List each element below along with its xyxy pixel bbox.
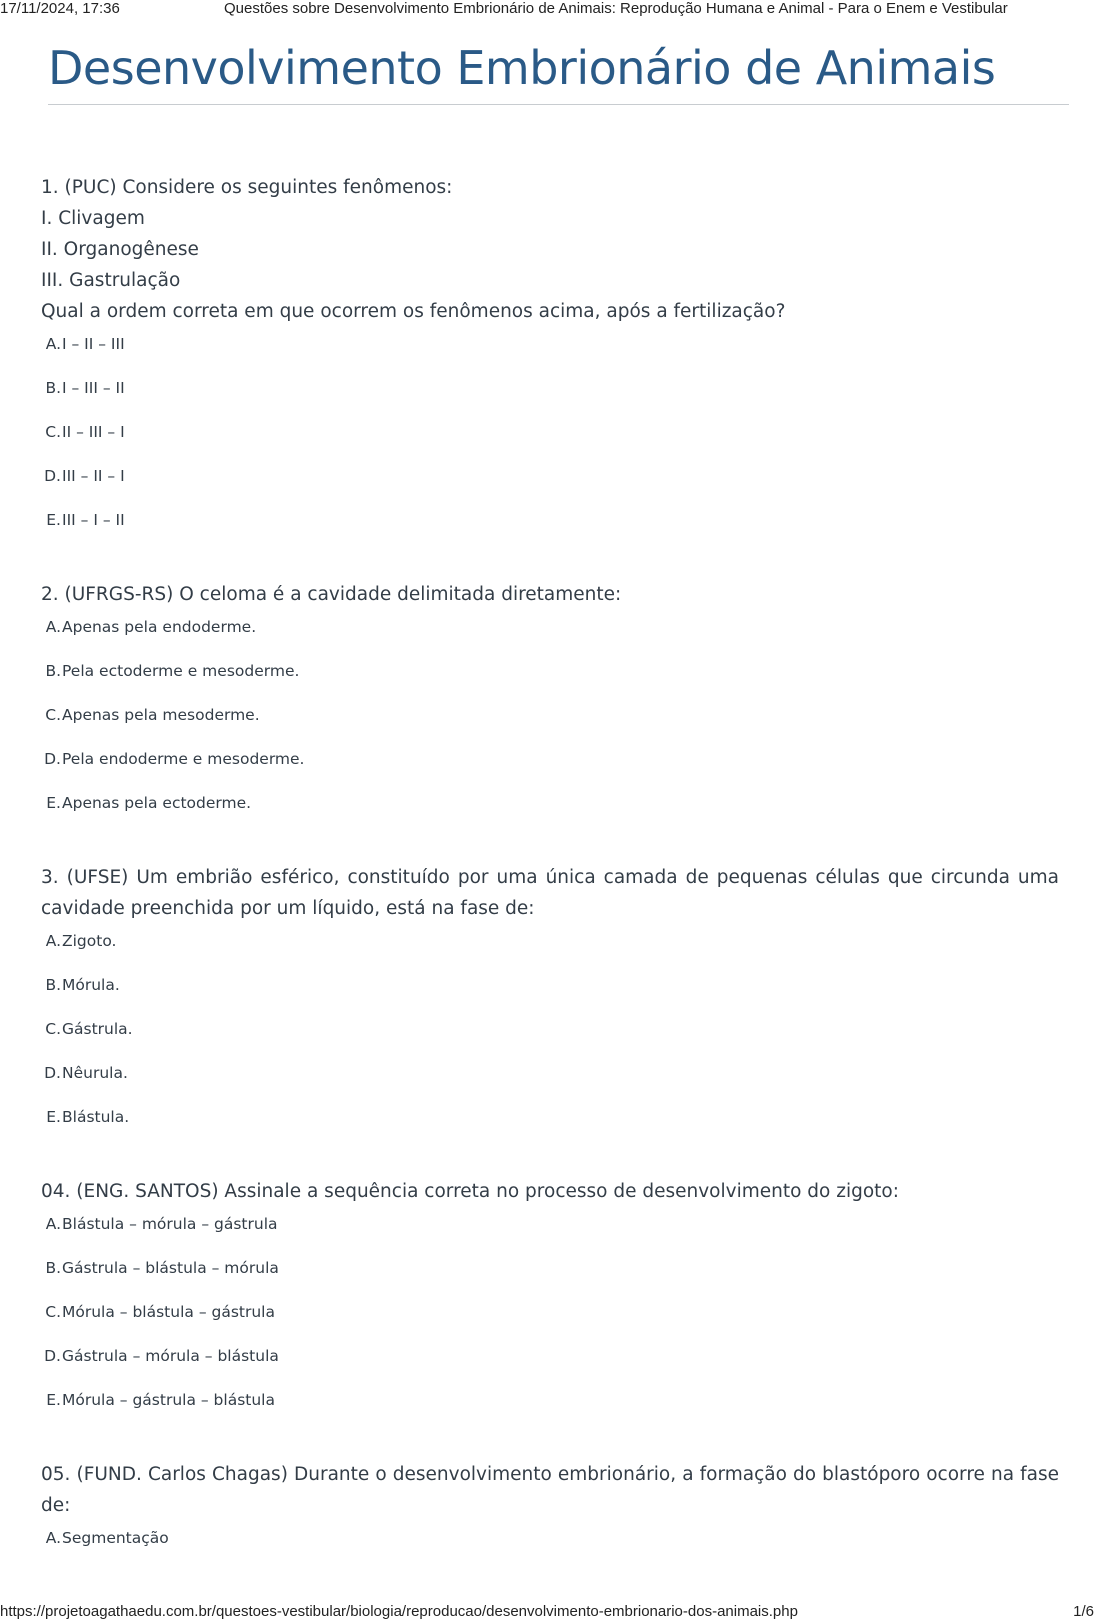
answer-option-a[interactable] <box>41 618 1059 662</box>
option-letter: D. <box>44 1064 61 1082</box>
question-line: 1. (PUC) Considere os seguintes fenômenos: <box>41 177 453 198</box>
option-letter: D. <box>44 1347 61 1365</box>
question-5 <box>41 1459 1059 1573</box>
option-letter: C. <box>45 1303 61 1321</box>
option-text: III – II – I <box>62 467 125 485</box>
option-letter: B. <box>45 379 61 397</box>
answer-option-d[interactable] <box>41 467 1059 511</box>
option-text: Apenas pela endoderme. <box>62 618 257 636</box>
option-text: Blástula. <box>62 1108 130 1126</box>
question-1 <box>41 172 1059 555</box>
option-text: II – III – I <box>62 423 125 441</box>
option-letter: C. <box>45 1020 61 1038</box>
answer-option-e[interactable] <box>41 794 1059 838</box>
question-line: II. Organogênese <box>41 239 199 260</box>
option-letter: A. <box>45 618 61 636</box>
page-title: Desenvolvimento Embrionário de Animais <box>48 41 996 95</box>
question-text <box>41 862 1059 924</box>
option-letter: A. <box>45 335 61 353</box>
option-text: Apenas pela ectoderme. <box>62 794 252 812</box>
option-letter: C. <box>45 706 61 724</box>
answer-options <box>41 932 1059 1152</box>
question-line: Qual a ordem correta em que ocorrem os fenômenos acima, após a fertilização? <box>41 301 786 322</box>
answer-option-d[interactable] <box>41 1347 1059 1391</box>
print-header <box>0 0 1094 20</box>
answer-option-e[interactable] <box>41 511 1059 555</box>
answer-options <box>41 1215 1059 1435</box>
option-text: Pela ectoderme e mesoderme. <box>62 662 300 680</box>
option-text: Blástula – mórula – gástrula <box>62 1215 278 1233</box>
page-number: 1/6 <box>1073 1603 1094 1620</box>
option-text: Zigoto. <box>62 932 117 950</box>
answer-option-c[interactable] <box>41 1020 1059 1064</box>
option-letter: B. <box>45 1259 61 1277</box>
question-text <box>41 172 1059 327</box>
option-letter: C. <box>45 423 61 441</box>
print-document-title: Questões sobre Desenvolvimento Embrionário de Animais: Reprodução Humana e Animal - Para o Enem e Vestibular <box>224 0 1008 17</box>
page-heading <box>48 40 1069 105</box>
option-letter: D. <box>44 467 61 485</box>
option-text: Nêurula. <box>62 1064 128 1082</box>
question-line: 04. (ENG. SANTOS) Assinale a sequência correta no processo de desenvolvimento do zigoto: <box>41 1181 899 1202</box>
question-line: 3. (UFSE) Um embrião esférico, constituído por uma única camada de pequenas células que circunda uma cavidade preenchida por um líquido, está na fase de: <box>41 867 1059 919</box>
option-text: Pela endoderme e mesoderme. <box>62 750 305 768</box>
answer-option-c[interactable] <box>41 423 1059 467</box>
answer-option-e[interactable] <box>41 1391 1059 1435</box>
question-list <box>41 172 1059 1591</box>
answer-option-d[interactable] <box>41 750 1059 794</box>
option-text: Gástrula – mórula – blástula <box>62 1347 279 1365</box>
option-text: I – II – III <box>62 335 125 353</box>
question-line: 05. (FUND. Carlos Chagas) Durante o desenvolvimento embrionário, a formação do blastóporo ocorre na fase de: <box>41 1464 1059 1516</box>
answer-option-e[interactable] <box>41 1108 1059 1152</box>
option-text: Gástrula. <box>62 1020 133 1038</box>
option-text: III – I – II <box>62 511 125 529</box>
option-letter: B. <box>45 976 61 994</box>
option-text: I – III – II <box>62 379 125 397</box>
option-letter: E. <box>46 794 61 812</box>
option-text: Segmentação <box>62 1529 169 1547</box>
question-text <box>41 579 1059 610</box>
print-footer <box>0 1603 1094 1623</box>
answer-option-c[interactable] <box>41 706 1059 750</box>
question-text <box>41 1176 1059 1207</box>
answer-options <box>41 335 1059 555</box>
option-text: Gástrula – blástula – mórula <box>62 1259 279 1277</box>
option-text: Mórula – blástula – gástrula <box>62 1303 275 1321</box>
option-letter: A. <box>45 1215 61 1233</box>
answer-option-a[interactable] <box>41 932 1059 976</box>
answer-option-a[interactable] <box>41 1215 1059 1259</box>
question-4 <box>41 1176 1059 1435</box>
answer-option-d[interactable] <box>41 1064 1059 1108</box>
print-date: 17/11/2024, 17:36 <box>0 0 120 17</box>
option-letter: A. <box>45 1529 61 1547</box>
option-letter: A. <box>45 932 61 950</box>
answer-option-b[interactable] <box>41 662 1059 706</box>
answer-option-b[interactable] <box>41 976 1059 1020</box>
answer-option-b[interactable] <box>41 379 1059 423</box>
option-letter: E. <box>46 511 61 529</box>
question-line: III. Gastrulação <box>41 270 181 291</box>
answer-option-c[interactable] <box>41 1303 1059 1347</box>
answer-option-a[interactable] <box>41 335 1059 379</box>
option-letter: B. <box>45 662 61 680</box>
option-text: Mórula – gástrula – blástula <box>62 1391 275 1409</box>
answer-option-a[interactable] <box>41 1529 1059 1573</box>
option-text: Mórula. <box>62 976 120 994</box>
print-url: https://projetoagathaedu.com.br/questoes-vestibular/biologia/reproducao/desenvolvimento-embrionario-dos-animais.php <box>0 1603 798 1620</box>
answer-options <box>41 618 1059 838</box>
question-line: I. Clivagem <box>41 208 145 229</box>
option-letter: E. <box>46 1108 61 1126</box>
option-letter: E. <box>46 1391 61 1409</box>
question-text <box>41 1459 1059 1521</box>
answer-options <box>41 1529 1059 1573</box>
option-text: Apenas pela mesoderme. <box>62 706 260 724</box>
question-2 <box>41 579 1059 838</box>
question-3 <box>41 862 1059 1152</box>
answer-option-b[interactable] <box>41 1259 1059 1303</box>
question-line: 2. (UFRGS-RS) O celoma é a cavidade delimitada diretamente: <box>41 584 622 605</box>
option-letter: D. <box>44 750 61 768</box>
